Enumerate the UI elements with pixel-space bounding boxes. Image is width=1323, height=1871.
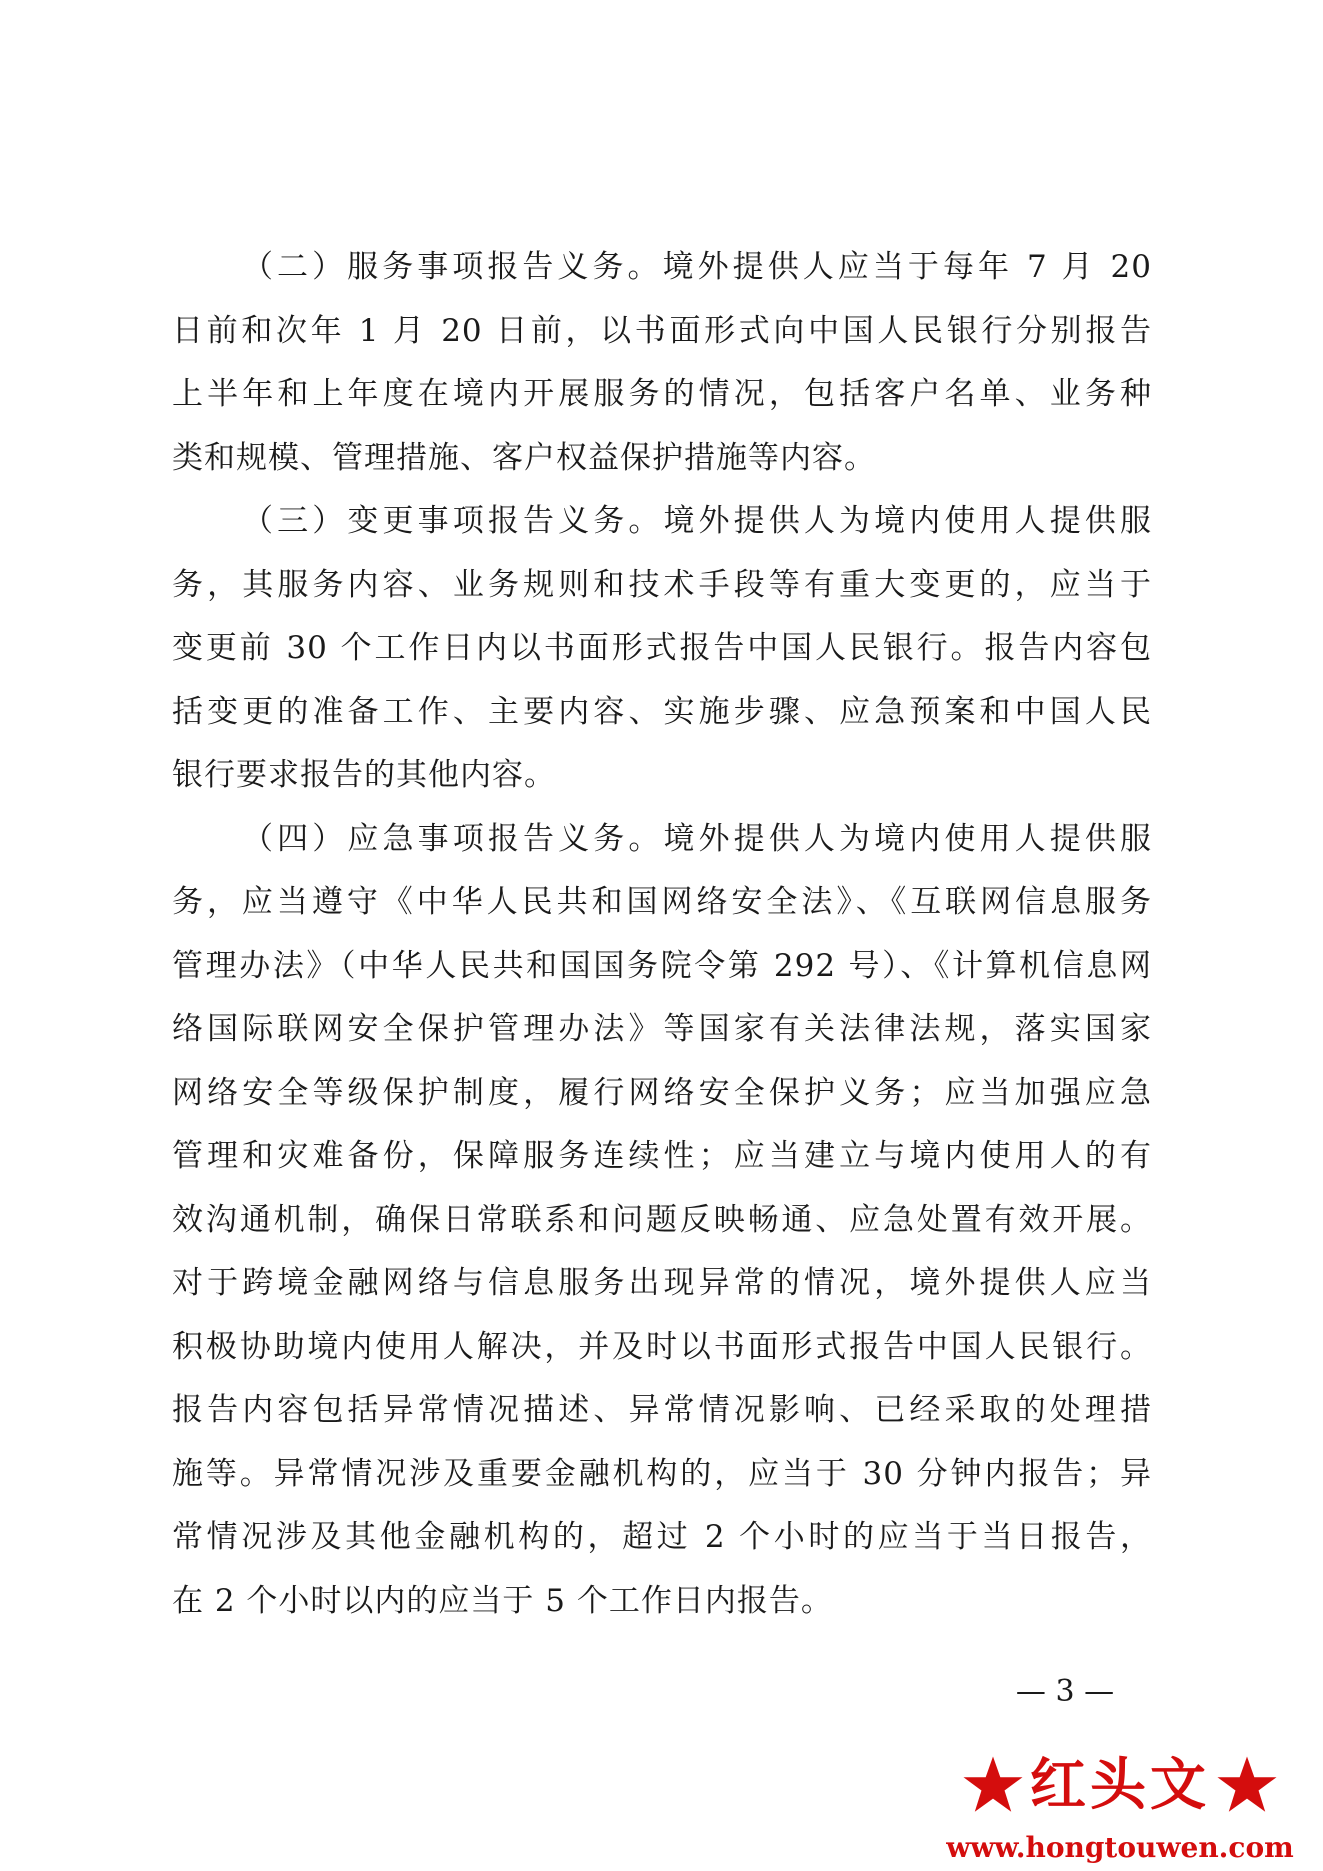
text-line: （二）服务事项报告义务。境外提供人应当于每年 7 月 20 <box>242 249 1152 285</box>
watermark-title: 红头文 <box>1030 1752 1210 1818</box>
watermark-url: www.hongtouwen.com <box>946 1831 1294 1864</box>
text-line: 施等。异常情况涉及重要金融机构的，应当于 30 分钟内报告；异 <box>172 1455 1152 1492</box>
text-line: 网络安全等级保护制度，履行网络安全保护义务；应当加强应急 <box>172 1074 1152 1111</box>
watermark-title-row <box>930 1745 1310 1825</box>
watermark <box>930 1745 1310 1865</box>
text-line: （四）应急事项报告义务。境外提供人为境内使用人提供服 <box>242 820 1152 857</box>
text-line: 效沟通机制，确保日常联系和问题反映畅通、应急处置有效开展。 <box>172 1201 1152 1238</box>
text-line: 对于跨境金融网络与信息服务出现异常的情况，境外提供人应当 <box>172 1265 1152 1301</box>
text-line: 务，应当遵守《中华人民共和国网络安全法》、《互联网信息服务 <box>172 884 1152 920</box>
text-line: 报告内容包括异常情况描述、异常情况影响、已经采取的处理措 <box>172 1392 1152 1428</box>
text-line: 管理和灾难备份，保障服务连续性；应当建立与境内使用人的有 <box>172 1138 1152 1174</box>
text-line: 日前和次年 1 月 20 日前，以书面形式向中国人民银行分别报告 <box>172 312 1152 349</box>
text-line: 上半年和上年度在境内开展服务的情况，包括客户名单、业务种 <box>172 376 1152 412</box>
document-body <box>172 236 1152 1633</box>
text-line: 银行要求报告的其他内容。 <box>172 757 556 793</box>
star-icon <box>962 1754 1024 1816</box>
star-icon <box>1216 1754 1278 1816</box>
text-line: 务，其服务内容、业务规则和技术手段等有重大变更的，应当于 <box>172 566 1152 603</box>
text-line: 括变更的准备工作、主要内容、实施步骤、应急预案和中国人民 <box>172 693 1152 730</box>
text-line: 管理办法》（中华人民共和国国务院令第 292 号）、《计算机信息网 <box>172 947 1152 984</box>
text-line: 在 2 个小时以内的应当于 5 个工作日内报告。 <box>172 1582 833 1619</box>
text-line: 常情况涉及其他金融机构的，超过 2 个小时的应当于当日报告， <box>172 1519 1152 1555</box>
text-line: 类和规模、管理措施、客户权益保护措施等内容。 <box>172 439 876 476</box>
text-line: 积极协助境内使用人解决，并及时以书面形式报告中国人民银行。 <box>172 1328 1152 1365</box>
text-line: 变更前 30 个工作日内以书面形式报告中国人民银行。报告内容包 <box>172 630 1152 666</box>
text-line: 络国际联网安全保护管理办法》等国家有关法律法规，落实国家 <box>172 1011 1152 1047</box>
page-number: — 3 — <box>1015 1674 1115 1709</box>
text-line: （三）变更事项报告义务。境外提供人为境内使用人提供服 <box>242 503 1152 539</box>
